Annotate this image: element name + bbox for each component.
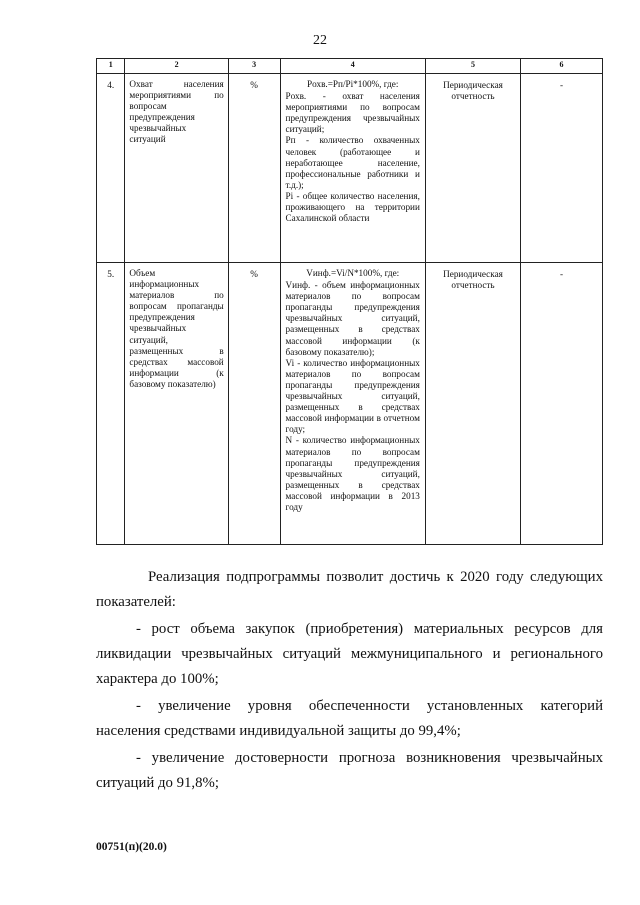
formula-term: Vi - количество информационных материалов по вопросам пропаганды предупреждения чрезвычайных ситуаций, размещенных в средствах массовой информации в отчетном году;	[285, 357, 420, 435]
bullet-paragraph: - увеличение достоверности прогноза возникновения чрезвычайных ситуаций до 91,8%;	[96, 750, 603, 791]
header-col-2: 2	[125, 59, 228, 74]
calculation-formula	[280, 74, 425, 263]
header-col-5: 5	[425, 59, 520, 74]
row-number: 4.	[97, 74, 125, 263]
unit-of-measure: %	[228, 263, 280, 545]
reporting-source: Периодическая отчетность	[425, 263, 520, 545]
document-code: 00751(п)(20.0)	[96, 841, 167, 853]
header-col-3: 3	[228, 59, 280, 74]
header-col-1: 1	[97, 59, 125, 74]
reporting-source: Периодическая отчетность	[425, 74, 520, 263]
row-number: 5.	[97, 263, 125, 545]
formula-term: Pi - общее количество населения, проживающего на территории Сахалинской области	[285, 190, 420, 224]
calculation-formula	[280, 263, 425, 545]
row-note: -	[521, 74, 603, 263]
header-col-4: 4	[280, 59, 425, 74]
bullet-paragraph: - увеличение уровня обеспеченности установленных категорий населения средствами индивидуальной защиты до 99,4%;	[96, 698, 603, 739]
formula-term: N - количество информационных материалов по вопросам пропаганды предупреждения чрезвычайных ситуаций, размещенных в средствах массовой информации в 2013 году	[285, 435, 420, 512]
table-row	[97, 263, 603, 545]
intro-paragraph: Реализация подпрограммы позволит достичь к 2020 году следующих показателей:	[96, 569, 603, 610]
indicator-name: Объем информационных материалов по вопросам пропаганды предупреждения чрезвычайных ситуаций, размещенных в средствах массовой информации (к базовому показателю)	[125, 263, 228, 545]
table-row	[97, 74, 603, 263]
formula-term: Pохв. - охват населения мероприятиями по вопросам предупреждения чрезвычайных ситуаций;	[285, 91, 420, 135]
formula-head: Vинф.=Vi/N*100%, где:	[306, 268, 400, 278]
indicator-name: Охват населения мероприятиями по вопросам предупреждения чрезвычайных ситуаций	[125, 74, 228, 263]
bullet-paragraph: - рост объема закупок (приобретения) материальных ресурсов для ликвидации чрезвычайных ситуаций межмуниципального и регионального характера до 100%;	[96, 621, 603, 687]
indicators-table	[96, 58, 603, 545]
header-col-6: 6	[521, 59, 603, 74]
table-header-row	[97, 59, 603, 74]
formula-term: Vинф. - объем информационных материалов по вопросам пропаганды предупреждения чрезвычайных ситуаций, размещенных в средствах массовой информации (к базовому показателю);	[285, 280, 420, 357]
unit-of-measure: %	[228, 74, 280, 263]
row-note: -	[521, 263, 603, 545]
formula-term: Pп - количество охваченных человек (работающее и неработающее население, профессиональные работники и т.д.);	[285, 135, 420, 190]
formula-head: Pохв.=Pп/Pi*100%, где:	[307, 79, 399, 89]
page-number: 22	[313, 33, 327, 48]
